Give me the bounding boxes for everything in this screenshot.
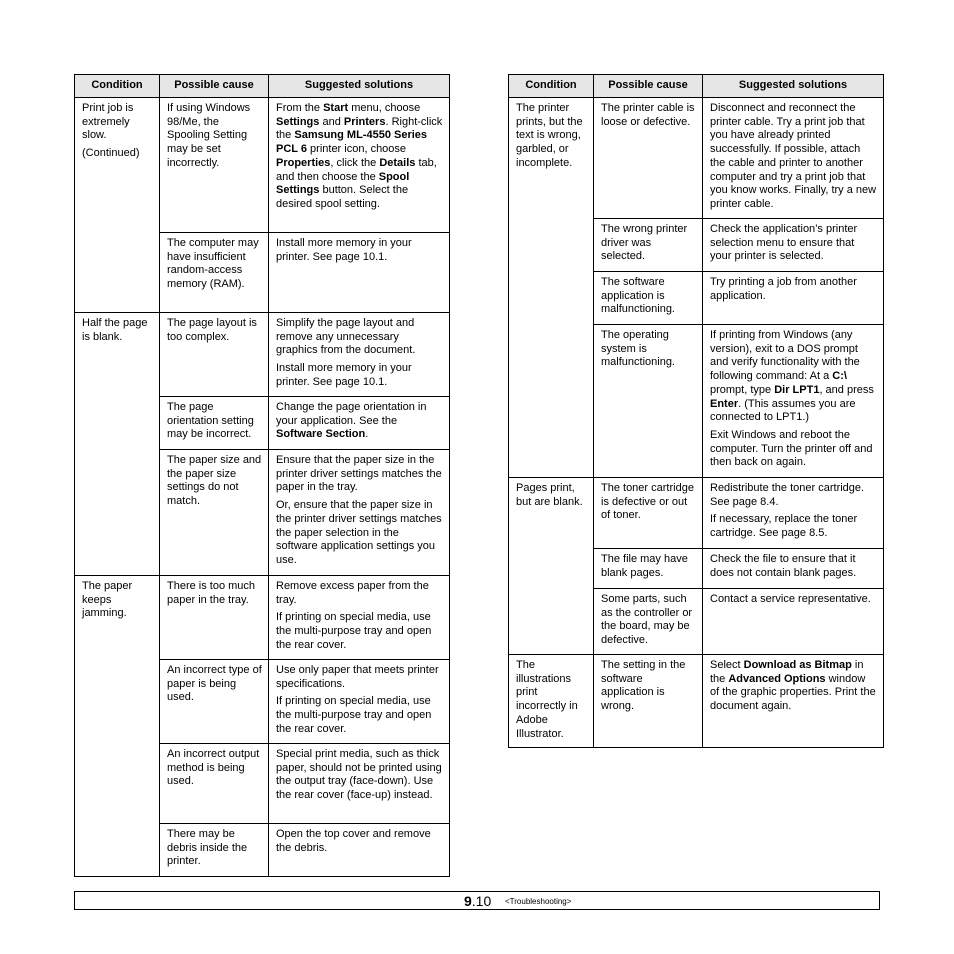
solution-cell: Disconnect and reconnect the printer cable. Try a print job that you have already printed successfully. If possible, attach the cable and printer to another computer and try a print job that you know works. Finally, try a new printer cable. [703,98,884,219]
solution-cell: Try printing a job from another application. [703,272,884,325]
header-cause: Possible cause [160,75,269,98]
solution-cell: Contact a service representative. [703,589,884,655]
condition-cell: The printer prints, but the text is wrong, garbled, or incomplete. [509,98,594,478]
table-row [75,98,450,233]
condition-cell: Print job is extremely slow. (Continued) [75,98,160,313]
solution-cell: Simplify the page layout and remove any unnecessary graphics from the document. Install more memory in your printer. See page 10.1. [269,313,450,397]
cause-cell: An incorrect output method is being used. [160,744,269,824]
header-condition: Condition [509,75,594,98]
cause-cell: The file may have blank pages. [594,549,703,589]
cause-cell: The paper size and the paper size settings do not match. [160,450,269,576]
solution-cell: If printing from Windows (any version), exit to a DOS prompt and verify functionality with the following command: At a C:\ prompt, type Dir LPT1, and press Enter. (This assumes you are connected to LPT1.) Exit Windows and reboot the computer. Turn the printer off and then back on again. [703,325,884,478]
page-number: 9.10 [464,893,492,909]
solution-cell: Check the file to ensure that it does not contain blank pages. [703,549,884,589]
table-row [75,313,450,397]
header-solution: Suggested solutions [269,75,450,98]
header-condition: Condition [75,75,160,98]
solution-cell: From the Start menu, choose Settings and Printers. Right-click the Samsung ML-4550 Series PCL 6 printer icon, choose Properties, click the Details tab, and then choose the Spool Settings button. Select the desired spool setting. [269,98,450,233]
solution-cell: Use only paper that meets printer specifications. If printing on special media, use the multi-purpose tray and open the rear cover. [269,660,450,744]
condition-cell: The illustrations print incorrectly in Adobe Illustrator. [509,655,594,748]
cause-cell: The wrong printer driver was selected. [594,219,703,272]
cause-cell: The setting in the software application is wrong. [594,655,703,748]
header-cause: Possible cause [594,75,703,98]
table-row [509,478,884,549]
section-label: <Troubleshooting> [505,897,572,906]
cause-cell: Some parts, such as the controller or the board, may be defective. [594,589,703,655]
table-header [509,75,884,98]
table-header [75,75,450,98]
cause-cell: The operating system is malfunctioning. [594,325,703,478]
cause-cell: There may be debris inside the printer. [160,824,269,877]
cause-cell: The page orientation setting may be incorrect. [160,397,269,450]
solution-cell: Ensure that the paper size in the printer driver settings matches the paper in the tray. Or, ensure that the paper size in the printer driver settings matches the paper selection in the software application settings you use. [269,450,450,576]
cause-cell: The computer may have insufficient random-access memory (RAM). [160,233,269,313]
troubleshooting-table-left [74,74,450,877]
condition-cell: Half the page is blank. [75,313,160,576]
table-row [509,655,884,748]
cause-cell: The printer cable is loose or defective. [594,98,703,219]
cause-cell: There is too much paper in the tray. [160,576,269,660]
solution-cell: Redistribute the toner cartridge. See page 8.4. If necessary, replace the toner cartridge. See page 8.5. [703,478,884,549]
condition-cell: Pages print, but are blank. [509,478,594,655]
solution-cell: Remove excess paper from the tray. If printing on special media, use the multi-purpose tray and open the rear cover. [269,576,450,660]
page-footer [74,891,880,910]
cause-cell: The toner cartridge is defective or out of toner. [594,478,703,549]
solution-cell: Change the page orientation in your application. See the Software Section. [269,397,450,450]
solution-cell: Special print media, such as thick paper, should not be printed using the output tray (face-down). Use the rear cover (face-up) instead. [269,744,450,824]
solution-cell: Select Download as Bitmap in the Advanced Options window of the graphic properties. Print the document again. [703,655,884,748]
cause-cell: The page layout is too complex. [160,313,269,397]
table-row [509,98,884,219]
cause-cell: An incorrect type of paper is being used. [160,660,269,744]
cause-cell: The software application is malfunctioning. [594,272,703,325]
solution-cell: Install more memory in your printer. See page 10.1. [269,233,450,313]
solution-cell: Check the application’s printer selection menu to ensure that your printer is selected. [703,219,884,272]
condition-cell: The paper keeps jamming. [75,576,160,877]
solution-cell: Open the top cover and remove the debris. [269,824,450,877]
troubleshooting-table-right [508,74,884,748]
cause-cell: If using Windows 98/Me, the Spooling Setting may be set incorrectly. [160,98,269,233]
table-row [75,576,450,660]
header-solution: Suggested solutions [703,75,884,98]
